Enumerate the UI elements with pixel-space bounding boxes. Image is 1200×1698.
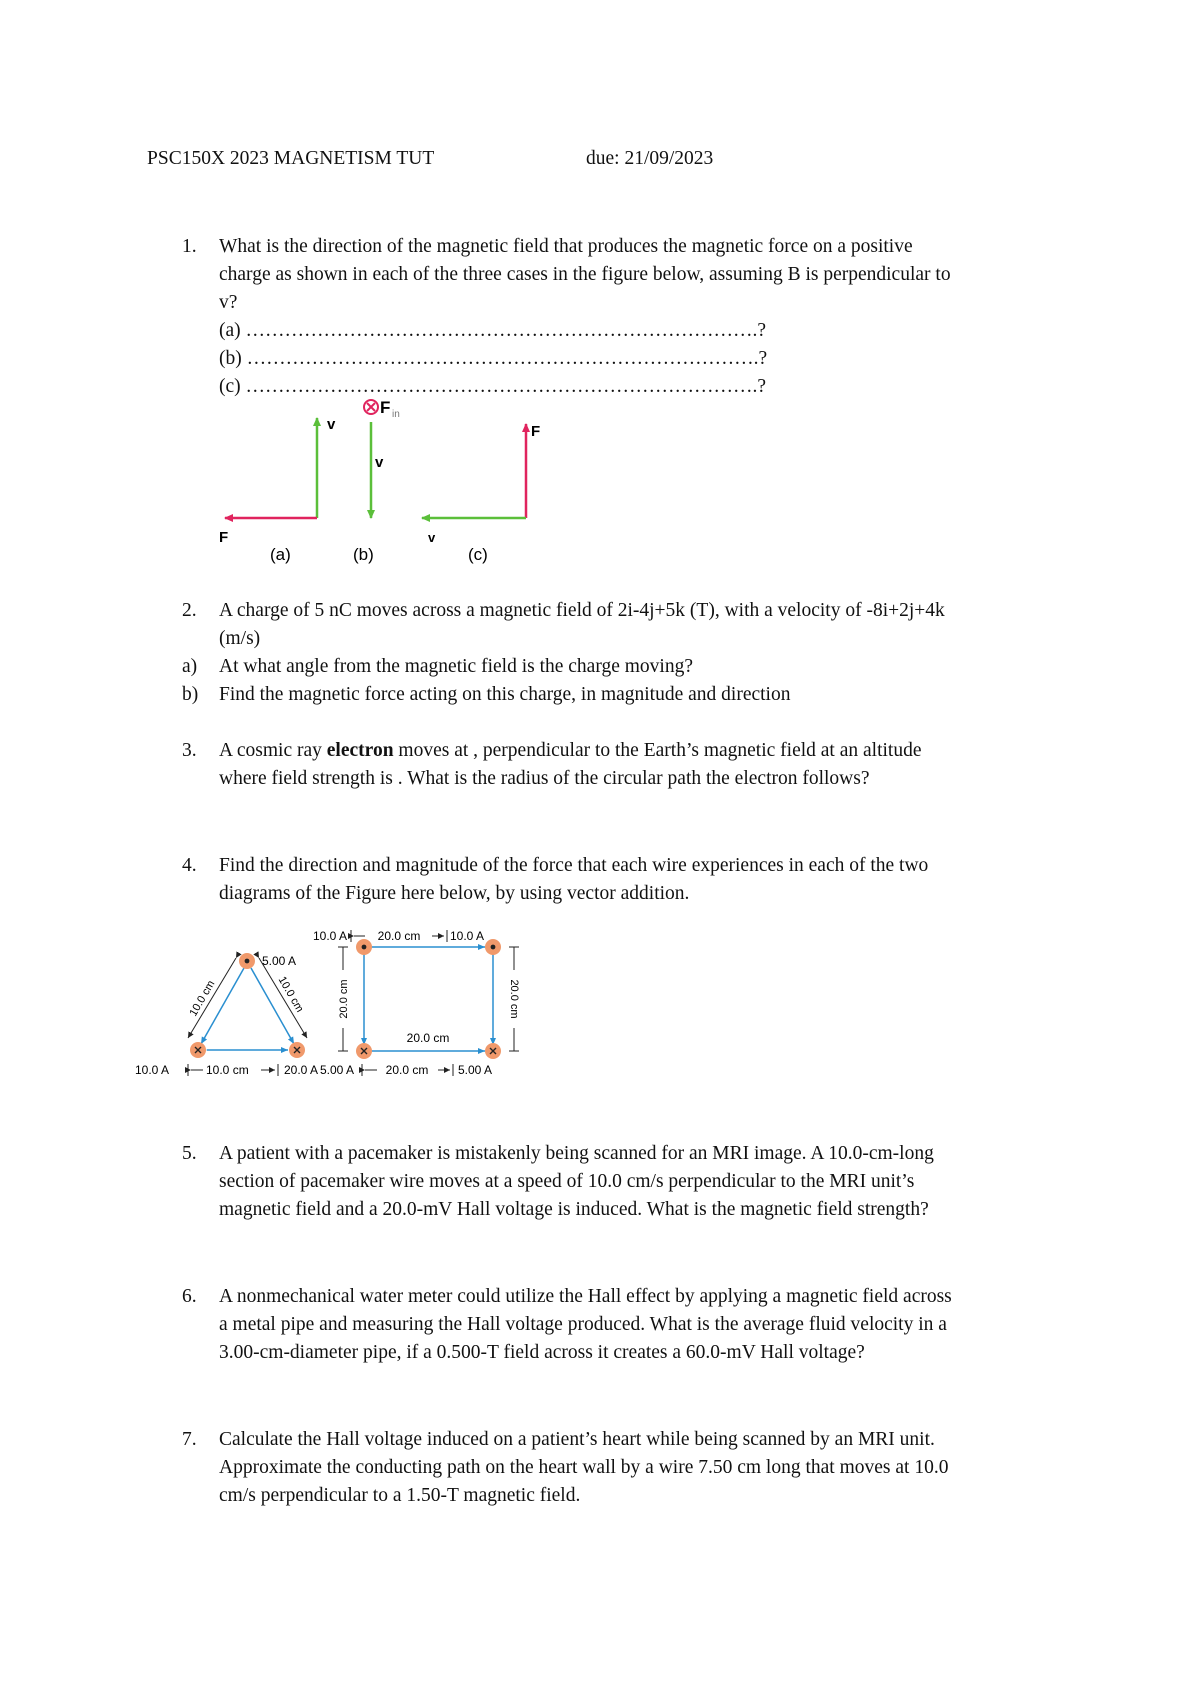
- sq-left-side-label: 20.0 cm: [338, 979, 350, 1019]
- case-c-label: (c): [468, 545, 488, 564]
- q3-line: [219, 737, 922, 765]
- q3-text: A cosmic ray: [219, 740, 327, 761]
- case-a-force-label: F: [219, 529, 229, 546]
- q4-line: Find the direction and magnitude of the force that each wire experiences in each of the two: [219, 855, 929, 876]
- q2-number: 2.: [182, 600, 197, 621]
- q3-number: 3.: [182, 740, 197, 761]
- sq-top-right-current: 10.0 A: [450, 929, 485, 943]
- sq-top-left-current: 10.0 A: [312, 929, 347, 943]
- q2-line: (m/s): [219, 628, 261, 649]
- case-c-force-label: F: [531, 423, 541, 440]
- q6-line: A nonmechanical water meter could utilize the Hall effect by applying a magnetic field across: [219, 1286, 952, 1307]
- q1-line: charge as shown in each of the three cases in the figure below, assuming B is perpendicular to: [219, 264, 951, 285]
- q3-bold-electron: electron: [326, 740, 394, 761]
- tri-bottom-right-current: 20.0 A: [284, 1063, 319, 1077]
- current-out-dot-icon: [362, 945, 367, 950]
- tri-bottom-left-current: 10.0 A: [135, 1063, 170, 1077]
- q2-part-marker: b): [182, 684, 199, 705]
- sq-bottom-right-current: 5.00 A: [458, 1063, 493, 1077]
- case-a-label: (a): [270, 545, 291, 564]
- q3-line: where field strength is . What is the radius of the circular path the electron follows?: [219, 768, 870, 789]
- sq-inner-label: 20.0 cm: [406, 1031, 450, 1045]
- sq-right-side-label: 20.0 cm: [508, 979, 520, 1019]
- sq-bottom-left-current: 5.00 A: [320, 1063, 355, 1077]
- q2-part-text: At what angle from the magnetic field is the charge moving?: [219, 656, 693, 677]
- sq-top-side-label: 20.0 cm: [377, 929, 421, 943]
- case-b-force-label: F: [380, 398, 391, 417]
- q5-line: section of pacemaker wire moves at a speed of 10.0 cm/s perpendicular to the MRI unit’s: [219, 1171, 915, 1192]
- q2-line: A charge of 5 nC moves across a magnetic field of 2i-4j+5k (T), with a velocity of -8i+2j+4k: [219, 600, 945, 621]
- current-out-dot-icon: [245, 959, 250, 964]
- case-c-velocity-label: v: [428, 530, 436, 545]
- q6-number: 6.: [182, 1286, 197, 1307]
- tri-bottom-side-label: 10.0 cm: [206, 1063, 249, 1077]
- case-b-force-subscript: in: [392, 409, 400, 420]
- q5-line: A patient with a pacemaker is mistakenly being scanned for an MRI image. A 10.0-cm-long: [219, 1143, 934, 1164]
- q7-line: Approximate the conducting path on the heart wall by a wire 7.50 cm long that moves at 10.0: [219, 1457, 949, 1478]
- q1-line: v?: [219, 292, 238, 313]
- q6-line: 3.00-cm-diameter pipe, if a 0.500-T field across it creates a 60.0-mV Hall voltage?: [219, 1342, 865, 1363]
- tri-left-side-label: 10.0 cm: [187, 978, 218, 1019]
- q7-line: cm/s perpendicular to a 1.50-T magnetic field.: [219, 1485, 581, 1506]
- q1-vector-figure: [210, 396, 570, 566]
- case-b-velocity-label: v: [375, 454, 384, 471]
- q5-line: magnetic field and a 20.0-mV Hall voltage is induced. What is the magnetic field strength?: [219, 1199, 929, 1220]
- q1-blank-a: (a) …………………………………………………………………….?: [219, 320, 767, 341]
- tri-top-current: 5.00 A: [262, 954, 297, 968]
- q2-part-text: Find the magnetic force acting on this charge, in magnitude and direction: [219, 684, 791, 705]
- current-out-dot-icon: [491, 945, 496, 950]
- sq-bottom-side-label: 20.0 cm: [385, 1063, 429, 1077]
- q1-number: 1.: [182, 236, 197, 257]
- document-title: PSC150X 2023 MAGNETISM TUT: [147, 148, 435, 169]
- q1-blank-c: (c) …………………………………………………………………….?: [219, 376, 767, 397]
- q7-line: Calculate the Hall voltage induced on a patient’s heart while being scanned by an MRI unit.: [219, 1429, 935, 1450]
- q3-text: moves at , perpendicular to the Earth’s magnetic field at an altitude: [393, 740, 922, 761]
- q4-wire-figure: [135, 920, 560, 1080]
- due-date: due: 21/09/2023: [586, 148, 714, 169]
- q7-number: 7.: [182, 1429, 197, 1450]
- q2-part-marker: a): [182, 656, 198, 677]
- case-a-velocity-label: v: [327, 416, 336, 433]
- q1-line: What is the direction of the magnetic field that produces the magnetic force on a positive: [219, 236, 913, 257]
- tri-right-side-label: 10.0 cm: [275, 974, 306, 1015]
- case-b-label: (b): [353, 545, 374, 564]
- q1-blank-b: (b) …………………………………………………………………….?: [219, 348, 768, 369]
- q4-line: diagrams of the Figure here below, by using vector addition.: [219, 883, 690, 904]
- q4-number: 4.: [182, 855, 197, 876]
- q6-line: a metal pipe and measuring the Hall voltage produced. What is the average fluid velocity in a: [219, 1314, 947, 1335]
- q5-number: 5.: [182, 1143, 197, 1164]
